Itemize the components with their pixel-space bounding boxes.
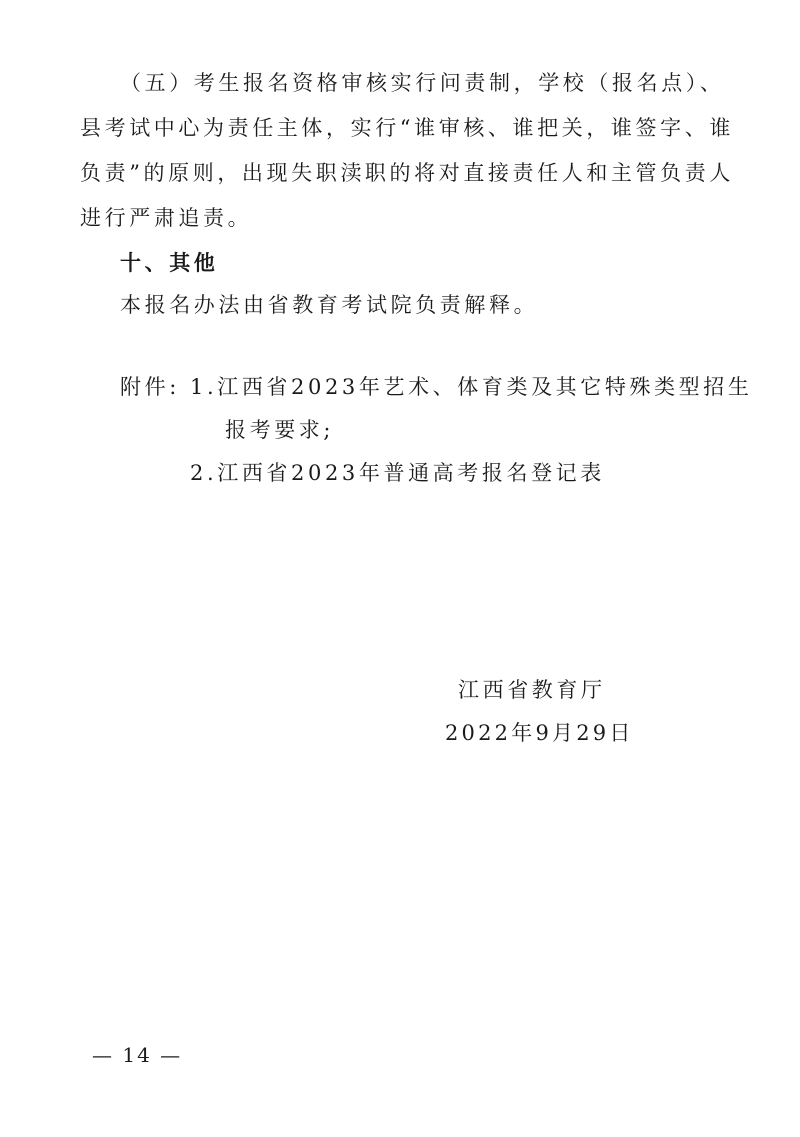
paragraph-line: 本报名办法由省教育考试院负责解释。 [120, 293, 539, 317]
issuer-name: 江西省教育厅 [458, 678, 606, 702]
paragraph-line: （五）考生报名资格审核实行问责制，学校（报名点）、 [120, 71, 725, 95]
paragraph-line: 负责”的原则，出现失职渎职的将对直接责任人和主管负责人 [80, 161, 734, 185]
issue-date: 2022年9月29日 [445, 721, 634, 745]
attachments-label: 附件: [120, 375, 180, 399]
attachment-item-continuation: 报考要求; [225, 418, 335, 442]
page-number: — 14 — [92, 1043, 183, 1067]
section-heading: 十、其他 [120, 250, 219, 275]
attachment-item: 1.江西省2023年艺术、体育类及其它特殊类型招生 [190, 375, 753, 399]
attachment-item: 2.江西省2023年普通高考报名登记表 [190, 461, 605, 485]
paragraph-line: 县考试中心为责任主体，实行“谁审核、谁把关，谁签字、谁 [80, 116, 734, 140]
paragraph-line: 进行严肃追责。 [80, 206, 253, 230]
